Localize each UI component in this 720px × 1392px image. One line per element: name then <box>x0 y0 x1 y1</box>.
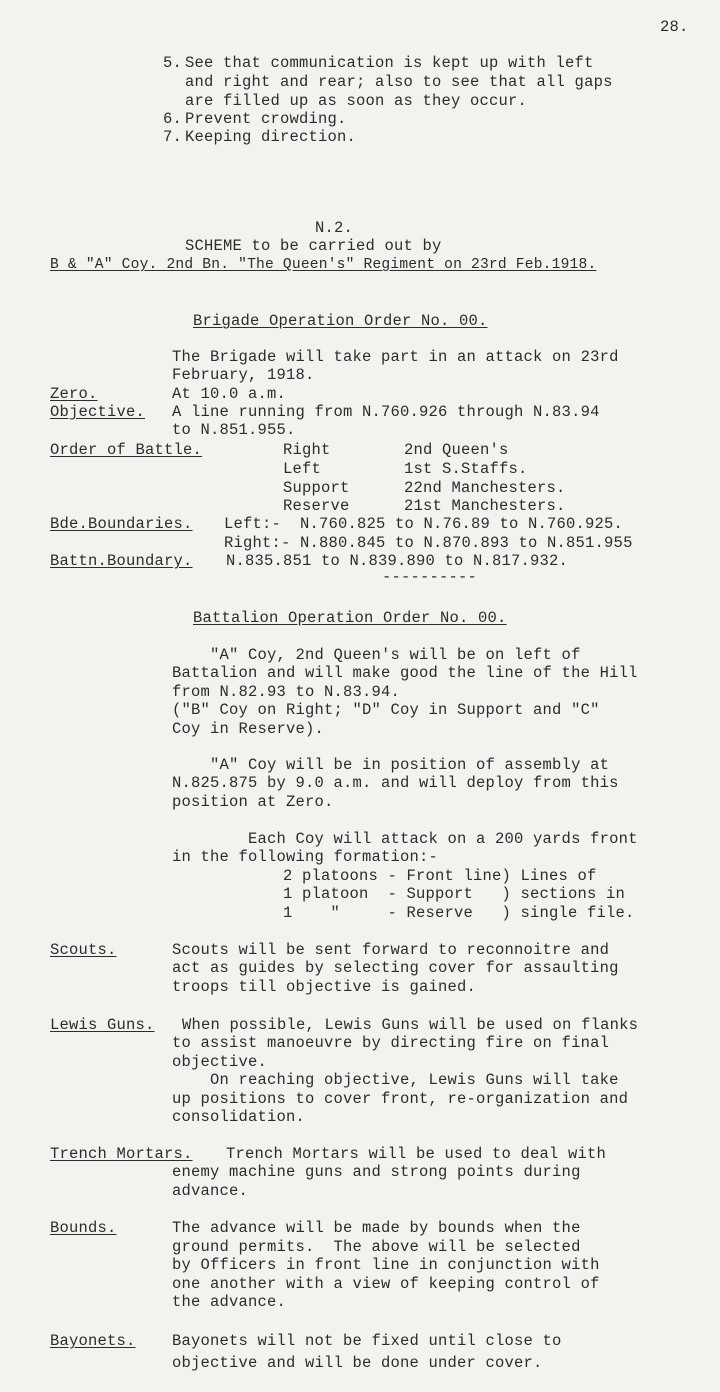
brigade-intro-2: February, 1918. <box>172 366 315 384</box>
battalion-para3-line-1: Each Coy will attack on a 200 yards front <box>172 830 638 848</box>
order-row-1-unit: 2nd Queen's <box>404 441 509 459</box>
order-row-3-position: Support <box>283 479 350 497</box>
order-row-3-unit: 22nd Manchesters. <box>404 479 566 497</box>
bde-boundary-right: Right:- N.880.845 to N.870.893 to N.851.955 <box>224 534 633 552</box>
item-7-number: 7. <box>163 128 183 146</box>
scouts-line-3: troops till objective is gained. <box>172 978 477 996</box>
formation-row-3: 1 " - Reserve ) single file. <box>283 904 635 922</box>
bayonets-label: Bayonets. <box>50 1332 136 1350</box>
formation-row-1: 2 platoons - Front line) Lines of <box>283 867 597 885</box>
lewis-guns-label: Lewis Guns. <box>50 1016 155 1034</box>
battalion-para1-line-4: ("B" Coy on Right; "D" Coy in Support and "C" <box>172 701 600 719</box>
order-row-4-position: Reserve <box>283 497 350 515</box>
battalion-para2-line-3: position at Zero. <box>172 793 334 811</box>
battalion-para1-line-3: from N.82.93 to N.83.94. <box>172 683 401 701</box>
item-5-number: 5. <box>163 54 183 72</box>
page-number: 28. <box>660 18 689 36</box>
bounds-line-5: the advance. <box>172 1293 287 1311</box>
bayonets-line-2: objective and will be done under cover. <box>172 1354 543 1372</box>
trench-mortars-label: Trench Mortars. <box>50 1145 193 1163</box>
lewis-guns-line-6: consolidation. <box>172 1108 306 1126</box>
lewis-guns-line-5: up positions to cover front, re-organization and <box>172 1090 629 1108</box>
battalion-para2-line-1: "A" Coy will be in position of assembly at <box>172 756 610 774</box>
item-6-line-1: Prevent crowding. <box>185 110 347 128</box>
battn-boundary-text: N.835.851 to N.839.890 to N.817.932. <box>226 552 569 570</box>
item-7-line-1: Keeping direction. <box>185 128 357 146</box>
bounds-line-3: by Officers in front line in conjunction with <box>172 1256 600 1274</box>
bounds-line-2: ground permits. The above will be selected <box>172 1238 581 1256</box>
battn-boundary-label: Battn.Boundary. <box>50 552 193 570</box>
item-5-line-2: and right and rear; also to see that all gaps <box>185 73 613 91</box>
zero-text: At 10.0 a.m. <box>172 385 287 403</box>
battalion-para1-line-2: Battalion and will make good the line of the Hill <box>172 664 638 682</box>
bayonets-line-1: Bayonets will not be fixed until close to <box>172 1332 562 1350</box>
lewis-guns-line-4: On reaching objective, Lewis Guns will take <box>172 1071 619 1089</box>
trench-mortars-line-3: advance. <box>172 1182 249 1200</box>
trench-mortars-first-line: Trench Mortars will be used to deal with <box>226 1145 607 1163</box>
bounds-line-1: The advance will be made by bounds when the <box>172 1219 581 1237</box>
objective-line-1: A line running from N.760.926 through N.83.94 <box>172 403 600 421</box>
trench-mortars-line-2: enemy machine guns and strong points during <box>172 1163 581 1181</box>
section-divider: ---------- <box>382 568 478 586</box>
battalion-para2-line-2: N.825.875 by 9.0 a.m. and will deploy from this <box>172 774 619 792</box>
lewis-guns-line-2: to assist manoeuvre by directing fire on final <box>172 1034 610 1052</box>
lewis-guns-line-3: objective. <box>172 1053 268 1071</box>
scouts-label: Scouts. <box>50 941 117 959</box>
scheme-line-2: B & "A" Coy. 2nd Bn. "The Queen's" Regiment on 23rd Feb.1918. <box>50 257 597 273</box>
bounds-line-4: one another with a view of keeping control of <box>172 1275 600 1293</box>
bde-boundaries-label: Bde.Boundaries. <box>50 515 193 533</box>
zero-label: Zero. <box>50 385 98 403</box>
objective-label: Objective. <box>50 403 146 421</box>
battalion-para1-line-5: Coy in Reserve). <box>172 720 325 738</box>
item-5-line-1: See that communication is kept up with left <box>185 54 594 72</box>
formation-row-2: 1 platoon - Support ) sections in <box>283 885 626 903</box>
battalion-para3-line-2: in the following formation:- <box>172 848 439 866</box>
order-row-1-position: Right <box>283 441 331 459</box>
battalion-heading: Battalion Operation Order No. 00. <box>193 609 507 627</box>
brigade-intro-1: The Brigade will take part in an attack on 23rd <box>172 348 619 366</box>
order-row-2-position: Left <box>283 460 322 478</box>
battalion-para1-line-1: "A" Coy, 2nd Queen's will be on left of <box>172 646 581 664</box>
item-6-number: 6. <box>163 110 183 128</box>
order-of-battle-label: Order of Battle. <box>50 441 203 459</box>
bde-boundary-left: Left:- N.760.825 to N.76.89 to N.760.925. <box>224 515 624 533</box>
item-5-line-3: are filled up as soon as they occur. <box>185 92 528 110</box>
scheme-number: N.2. <box>315 219 354 237</box>
bounds-label: Bounds. <box>50 1219 117 1237</box>
scheme-line-1: SCHEME to be carried out by <box>185 237 442 255</box>
order-row-2-unit: 1st S.Staffs. <box>404 460 528 478</box>
scouts-line-1: Scouts will be sent forward to reconnoitre and <box>172 941 610 959</box>
lewis-guns-first-line: When possible, Lewis Guns will be used on flanks <box>182 1016 639 1034</box>
scouts-line-2: act as guides by selecting cover for assaulting <box>172 959 619 977</box>
brigade-heading: Brigade Operation Order No. 00. <box>193 312 488 330</box>
objective-line-2: to N.851.955. <box>172 421 296 439</box>
order-row-4-unit: 21st Manchesters. <box>404 497 566 515</box>
